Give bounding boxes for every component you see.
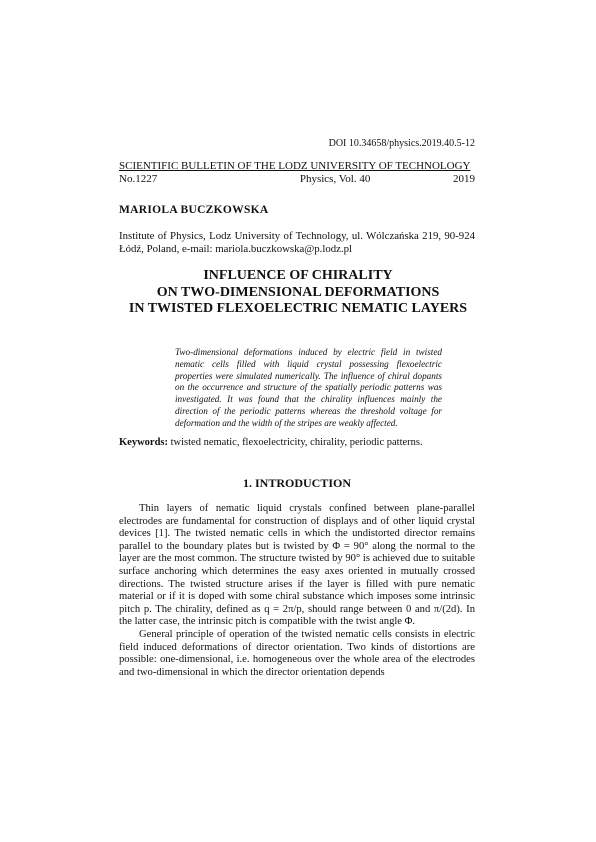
body-text	[119, 503, 475, 679]
title-line-2: ON TWO-DIMENSIONAL DEFORMATIONS	[156, 284, 440, 300]
issue-number: No.1227	[119, 173, 158, 185]
issue-year: 2019	[453, 173, 475, 185]
title-line-1: INFLUENCE OF CHIRALITY	[203, 268, 393, 283]
doi-line: DOI 10.34658/physics.2019.40.5-12	[328, 138, 475, 149]
paper-title	[100, 268, 496, 318]
journal-name: SCIENTIFIC BULLETIN OF THE LODZ UNIVERSITY OF TECHNOLOGY	[119, 160, 471, 172]
paragraph: Thin layers of nematic liquid crystals confined between plane-parallel electrodes are fundamental for construction of displays and of other liquid crystal devices [1]. The twisted nematic cells in which the undistorted director remains parallel to the boundary plates but is twisted by Φ = 90° along the normal to the layer are the most common. The structure twisted by 90° is achieved due to suitable surface anchoring which determines the easy axes oriented in mutually crossed directions. The twisted structure arises if the layer is filled with pure nematic material or if it is doped with some chiral substance which imposes some intrinsic pitch p. The chirality, defined as q = 2π/p, should range between 0 and π/(2d). In the latter case, the intrinsic pitch is compatible with the twist angle Φ.	[119, 503, 475, 628]
affiliation: Institute of Physics, Lodz University of Technology, ul. Wólczańska 219, 90-924 Łódź, Poland, e-mail: mariola.buczkowska@p.lodz.pl	[119, 230, 475, 255]
keywords-text: twisted nematic, flexoelectricity, chirality, periodic patterns.	[170, 437, 423, 448]
author-name: MARIOLA BUCZKOWSKA	[119, 204, 269, 216]
paragraph: General principle of operation of the twisted nematic cells consists in electric field induced deformations of director orientation. Two kinds of distortions are possible: one-dimensional, i.e. homogeneous over the whole area of the electrodes and two-dimensional in which the director orientation depends	[119, 628, 475, 678]
keywords-label: Keywords:	[119, 437, 168, 448]
abstract: Two-dimensional deformations induced by electric field in twisted nematic cells filled with liquid crystal possessing flexoelectric properties were simulated numerically. The influence of chiral dopants on the occurrence and structure of the spatially periodic patterns was investigated. It was found that the chirality influences mainly the direction of the periodic patterns whereas the threshold voltage for deformation and the width of the stripes are weakly affected.	[175, 347, 442, 428]
issue-info	[119, 173, 475, 185]
issue-series: Physics, Vol. 40	[299, 173, 371, 185]
keywords	[119, 437, 475, 448]
title-line-3: IN TWISTED FLEXOELECTRIC NEMATIC LAYERS	[128, 301, 468, 316]
section-heading: 1. INTRODUCTION	[242, 476, 351, 490]
